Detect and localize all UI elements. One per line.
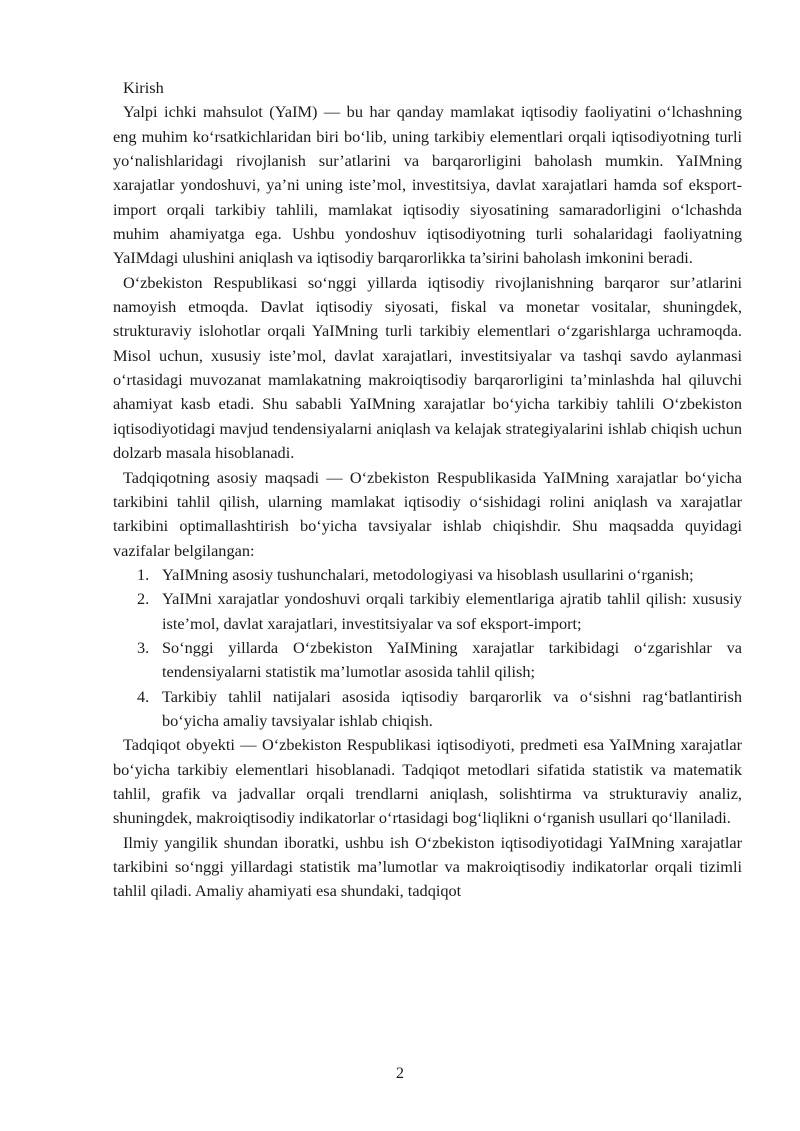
task-item	[113, 636, 742, 685]
intro-paragraph-1: Yalpi ichki mahsulot (YaIM) — bu har qanday mamlakat iqtisodiy faoliyatini o‘lchashning eng muhim ko‘rsatkichlaridan biri bo‘lib, uning tarkibiy elementlari orqali iqtisodiyotning turli yo‘nalishlaridagi rivojlanish sur’atlarini va barqarorligini baholash mumkin. YaIMning xarajatlar yondoshuvi, ya’ni uning iste’mol, investitsiya, davlat xarajatlari hamda sof eksport-import orqali tarkibiy tahlili, mamlakat iqtisodiy siyosatining samaradorligini o‘lchashda muhim ahamiyatga ega. Ushbu yondoshuv iqtisodiyotning turli sohalaridagi faoliyatning YaIMdagi ulushini aniqlash va iqtisodiy barqarorlikka ta’sirini baholash imkonini beradi.	[113, 102, 742, 268]
object-paragraph: Tadqiqot obyekti — O‘zbekiston Respublikasi iqtisodiyoti, predmeti esa YaIMning xarajatlar bo‘yicha tarkibiy elementlari hisoblanadi. Tadqiqot metodlari sifatida statistik va matematik tahlil, grafik va jadvallar orqali trendlarni aniqlash, solishtirma va strukturaviy analiz, shuningdek, makroiqtisodiy indikatorlar o‘rtasidagi bog‘liqlikni o‘rganish usullari qo‘llaniladi.	[113, 735, 742, 828]
intro-paragraph-2: O‘zbekiston Respublikasi so‘nggi yillarda iqtisodiy rivojlanishning barqaror sur’atlarini namoyish etmoqda. Davlat iqtisodiy siyosati, fiskal va monetar vositalar, shuningdek, strukturaviy islohotlar orqali YaIMning turli tarkibiy elementlari o‘zgarishlarga uchramoqda. Misol uchun, xususiy iste’mol, davlat xarajatlari, investitsiyalar va tashqi savdo aylanmasi o‘rtasidagi muvozanat mamlakatning makroiqtisodiy barqarorligini ta’minlashda hal qiluvchi ahamiyat kasb etadi. Shu sababli YaIMning xarajatlar bo‘yicha tarkibiy tahlili O‘zbekiston iqtisodiyotidagi mavjud tendensiyalarni aniqlash va kelajak strategiyalarini ishlab chiqish uchun dolzarb masala hisoblanadi.	[113, 272, 742, 463]
task-text: YaIMning asosiy tushunchalari, metodologiyasi va hisoblash usullarini o‘rganish;	[162, 564, 694, 584]
task-item	[113, 685, 742, 734]
task-number: 1.	[137, 564, 150, 584]
task-number: 4.	[137, 686, 150, 706]
task-number: 2.	[137, 589, 150, 609]
task-item	[113, 587, 742, 636]
task-item	[113, 563, 742, 587]
task-number: 3.	[137, 637, 150, 657]
task-text: So‘nggi yillarda O‘zbekiston YaIMining xarajatlar tarkibidagi o‘zgarishlar va tendensiyalarni statistik ma’lumotlar asosida tahlil qilish;	[162, 637, 742, 682]
task-text: YaIMni xarajatlar yondoshuvi orqali tarkibiy elementlariga ajratib tahlil qilish: xususiy iste’mol, davlat xarajatlari, investitsiyalar va sof eksport-import;	[162, 589, 742, 633]
section-heading: Kirish	[123, 78, 164, 97]
novelty-paragraph: Ilmiy yangilik shundan iboratki, ushbu ish O‘zbekiston iqtisodiyotidagi YaIMning xarajatlar tarkibini so‘nggi yillardagi statistik ma’lumotlar va makroiqtisodiy indikatorlar orqali tizimli tahlil qiladi. Amaliy ahamiyati esa shundaki, tadqiqot	[113, 832, 742, 901]
task-list	[113, 563, 742, 733]
page-number: 2	[395, 1063, 405, 1082]
task-text: Tarkibiy tahlil natijalari asosida iqtisodiy barqarorlik va o‘sishni rag‘batlantirish bo‘yicha amaliy tavsiyalar ishlab chiqish.	[162, 686, 742, 730]
document-page	[113, 76, 742, 904]
intro-paragraph-3: Tadqiqotning asosiy maqsadi — O‘zbekiston Respublikasida YaIMning xarajatlar bo‘yicha tarkibini tahlil qilish, ularning mamlakat iqtisodiy o‘sishidagi rolini aniqlash va xarajatlar tarkibini optimallashtirish bo‘yicha tavsiyalar ishlab chiqishdir. Shu maqsadda quyidagi vazifalar belgilangan:	[113, 467, 742, 560]
